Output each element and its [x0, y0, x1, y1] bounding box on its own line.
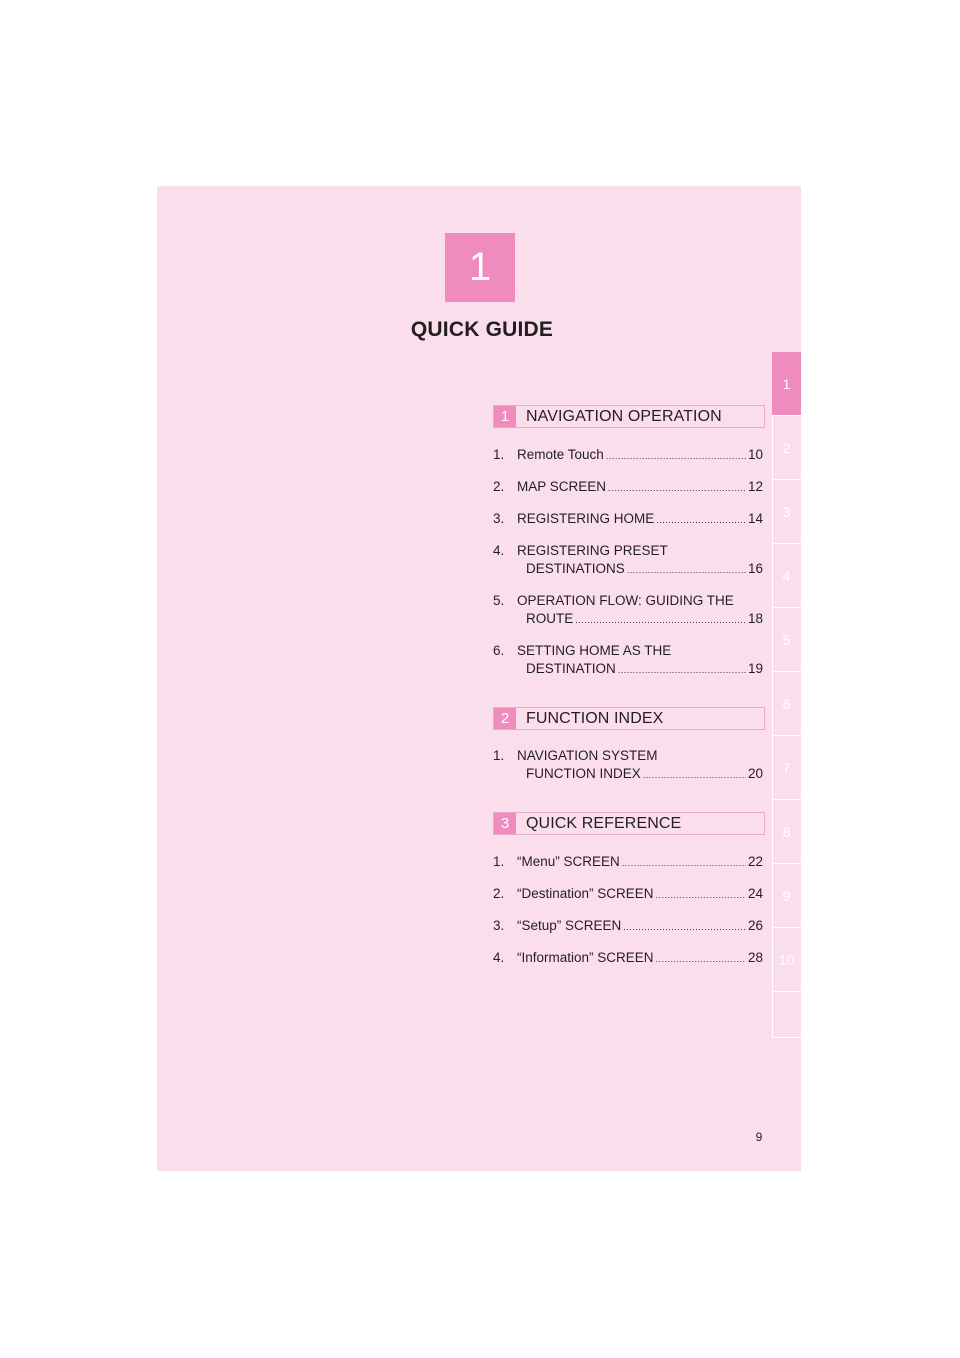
leader-dots: [618, 661, 746, 679]
entry-title: MAP SCREEN: [517, 479, 607, 494]
entry-title: “Menu” SCREEN: [517, 854, 620, 869]
toc-entry[interactable]: [493, 885, 763, 904]
side-tab-label: 1: [782, 375, 791, 392]
section-number: 1: [494, 406, 516, 427]
entry-number: 5.: [493, 593, 505, 608]
entry-number: 3.: [493, 918, 505, 933]
side-tab-3[interactable]: [772, 480, 801, 544]
side-tab-label: 4: [782, 567, 791, 584]
entry-title: OPERATION FLOW: GUIDING THE: [517, 593, 734, 608]
section-header-quick-reference: [493, 812, 765, 835]
section-title: FUNCTION INDEX: [526, 709, 664, 727]
entry-number: 1.: [493, 748, 505, 763]
side-tab-6[interactable]: [772, 672, 801, 736]
leader-dots: [656, 886, 746, 904]
toc-entry[interactable]: [493, 853, 763, 872]
section-number: 3: [494, 813, 516, 834]
leader-dots: [643, 766, 746, 784]
toc-entry[interactable]: [493, 510, 763, 529]
toc-entry[interactable]: [493, 642, 763, 679]
side-tab-8[interactable]: [772, 800, 801, 864]
side-tab-label: 3: [782, 503, 791, 520]
entry-page: 18: [747, 611, 763, 626]
toc-entry[interactable]: [493, 917, 763, 936]
side-tab-4[interactable]: [772, 544, 801, 608]
section-header-function-index: [493, 707, 765, 730]
toc-entry[interactable]: [493, 478, 763, 497]
entry-title: NAVIGATION SYSTEM: [517, 748, 658, 763]
entry-page: 24: [747, 886, 763, 901]
entry-page: 12: [747, 479, 763, 494]
section-header-navigation-operation: [493, 405, 765, 428]
leader-dots: [606, 447, 746, 465]
side-tabs: [772, 352, 801, 1038]
section-title: NAVIGATION OPERATION: [526, 407, 722, 425]
entry-number: 4.: [493, 950, 505, 965]
entry-page: 22: [747, 854, 763, 869]
entry-title-continued: ROUTE: [526, 611, 574, 626]
leader-dots: [656, 950, 746, 968]
side-tab-label: 10: [778, 951, 795, 968]
leader-dots: [622, 854, 746, 872]
page-number: 9: [755, 1130, 763, 1144]
entry-title: Remote Touch: [517, 447, 604, 462]
toc-entry[interactable]: [493, 542, 763, 579]
toc-entry[interactable]: [493, 592, 763, 629]
entry-page: 20: [747, 766, 763, 781]
chapter-number: 1: [468, 245, 492, 289]
entry-page: 19: [747, 661, 763, 676]
toc-entry[interactable]: [493, 446, 763, 465]
entry-number: 6.: [493, 643, 505, 658]
leader-dots: [627, 561, 746, 579]
entry-number: 1.: [493, 447, 505, 462]
entry-title-continued: FUNCTION INDEX: [526, 766, 641, 781]
entry-number: 3.: [493, 511, 505, 526]
side-tab-label: 6: [782, 695, 791, 712]
leader-dots: [623, 918, 746, 936]
side-tab-9[interactable]: [772, 864, 801, 928]
section-title: QUICK REFERENCE: [526, 814, 682, 832]
side-tab-label: 2: [782, 439, 791, 456]
side-tab-label: 5: [782, 631, 791, 648]
leader-dots: [656, 511, 746, 529]
entry-title: “Information” SCREEN: [517, 950, 654, 965]
section-number: 2: [494, 708, 516, 729]
entry-title: “Destination” SCREEN: [517, 886, 654, 901]
entry-title: SETTING HOME AS THE: [517, 643, 672, 658]
leader-dots: [608, 479, 746, 497]
side-tab-7[interactable]: [772, 736, 801, 800]
side-tab-10[interactable]: [772, 928, 801, 992]
entry-number: 1.: [493, 854, 505, 869]
toc-entry[interactable]: [493, 949, 763, 968]
side-tab-blank: [772, 992, 801, 1038]
entry-title: “Setup” SCREEN: [517, 918, 622, 933]
entry-number: 2.: [493, 886, 505, 901]
entry-page: 14: [747, 511, 763, 526]
entry-page: 16: [747, 561, 763, 576]
side-tab-5[interactable]: [772, 608, 801, 672]
toc-entry[interactable]: [493, 747, 763, 784]
side-tab-label: 9: [782, 887, 791, 904]
leader-dots: [575, 611, 746, 629]
entry-title: REGISTERING HOME: [517, 511, 655, 526]
side-tab-2[interactable]: [772, 416, 801, 480]
side-tab-label: 7: [782, 759, 791, 776]
chapter-number-box: [445, 233, 515, 302]
entry-number: 4.: [493, 543, 505, 558]
entry-title-continued: DESTINATIONS: [526, 561, 625, 576]
entry-title: REGISTERING PRESET: [517, 543, 668, 558]
entry-page: 28: [747, 950, 763, 965]
entry-title-continued: DESTINATION: [526, 661, 616, 676]
entry-page: 10: [747, 447, 763, 462]
side-tab-label: 8: [782, 823, 791, 840]
entry-page: 26: [747, 918, 763, 933]
side-tab-1[interactable]: [772, 352, 801, 416]
chapter-title: QUICK GUIDE: [410, 318, 554, 341]
entry-number: 2.: [493, 479, 505, 494]
